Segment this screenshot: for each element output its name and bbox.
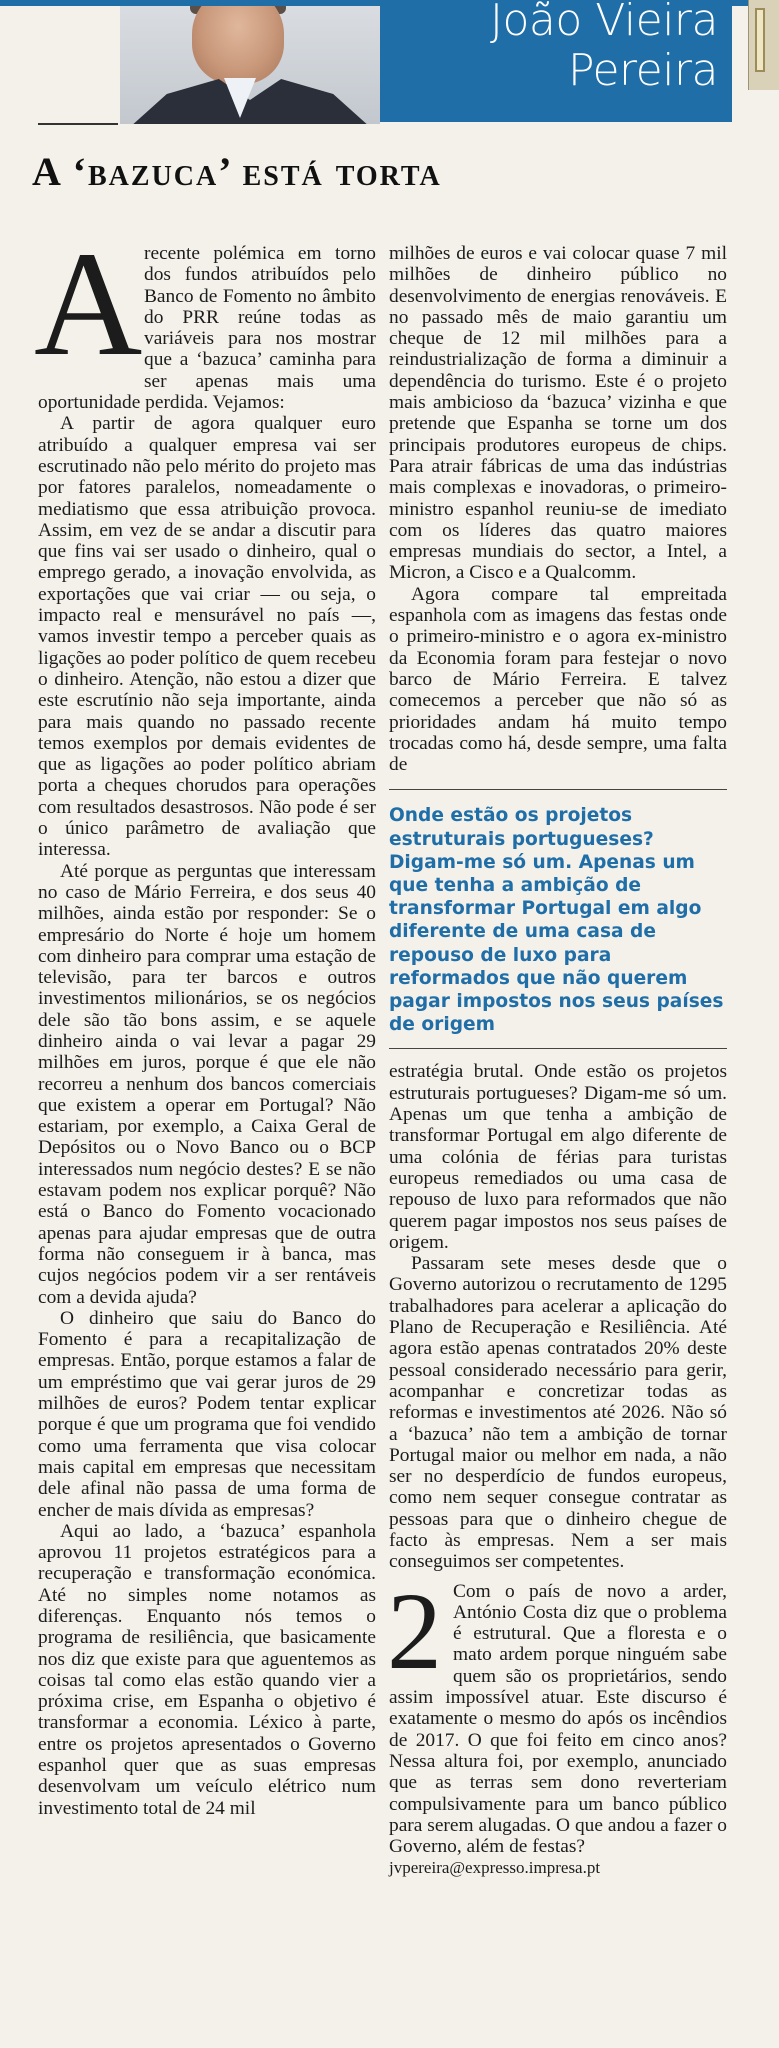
adjacent-page-edge — [748, 0, 779, 90]
section-2-text: Com o país de novo a arder, António Costa diz que o problema é estrutural. Que a floresta e o mato ardem porque ninguém sabe quem são os proprietários, sendo assim impossível atuar. Este discurso é exatamente o mesmo do após os incêndios de 2017. O que foi feito em cinco anos? Nessa altura foi, por exemplo, anunciado que as terras sem dono reverteriam compulsivamente para um banco público para serem alugadas. O que andou a fazer o Governo, além de festas? — [389, 1580, 727, 1858]
section-rule — [38, 123, 118, 125]
author-banner — [380, 0, 732, 122]
paragraph-lead — [34, 221, 376, 414]
paragraph: milhões de euros e vai colocar quase 7 mil milhões de dinheiro público no desenvolvimento de energias renováveis. E no passado mês de maio garantiu um cheque de 12 mil milhões para a reindustrialização de forma a diminuir a dependência do turismo. Este é o projeto mais ambicioso da ‘bazuca’ vizinha e que pretende que Espanha se torne um dos principais produtores europeus de chips. Para atrair fábricas de uma das indústrias mais complexas e inovadoras, o primeiro-ministro espanhol reuniu-se de imediato com os líderes das quatro maiores empresas mundiais do sector, a Intel, a Micron, a Cisco e a Qualcomm. — [389, 243, 727, 584]
left-column — [34, 221, 376, 1819]
section-2-paragraph — [387, 1569, 727, 1858]
section-number: 2 — [387, 1569, 442, 1692]
paragraph: Até porque as perguntas que interessam no caso de Mário Ferreira, e dos seus 40 milhões, ainda estão por responder: Se o empresário do Norte é hoje um homem com dinheiro para comprar uma estação de televisão, para ter barcos e outros investimentos milionários, se os negócios dele são tão bons assim, e se aquele dinheiro ainda o vai levar a pagar 29 milhões em juros, porque é que ele não recorreu a nenhum dos bancos comerciais que existem a operar em Portugal? Não estariam, por exemplo, a Caixa Geral de Depósitos ou o Novo Banco ou o BCP interessados num negócio destes? E se não estavam podem nos explicar porquê? Não está o Banco do Fomento vocacionado apenas para ajudar empresas que de outra forma não conseguem ir à banca, mas cujos negócios podem vir a ser rentáveis com a devida ajuda? — [38, 860, 376, 1308]
drop-cap: A — [34, 221, 143, 387]
paragraph: Agora compare tal empreitada espanhola com as imagens das festas onde o primeiro-ministro e o agora ex-ministro da Economia foram para festejar o novo barco de Mário Ferreira. E talvez comecemos a perceber que não só as prioridades andam há muito tempo trocadas como há, desde sempre, uma falta de — [389, 583, 727, 776]
right-column — [389, 243, 727, 1879]
paragraph: A partir de agora qualquer euro atribuído a qualquer empresa vai ser escrutinado não pelo mérito do projeto mas por fatores paralelos, nomeadamente o mediatismo que essa atribuição provoca. Assim, em vez de se andar a discutir para que fins vai ser usado o dinheiro, qual o emprego gerado, a inovação envolvida, as exportações que vai criar — ou seja, o impacto real e mensurável no país —, vamos investir tempo a perceber quais as ligações ao poder político de quem recebeu o dinheiro. Atenção, não estou a dizer que este escrutínio não seja importante, ainda para mais quando no passado recente temos exemplos por demais evidentes de que as ligações ao poder político abriam porta a cheques chorudos para operações com resultados desastrosos. Não pode é ser o único parâmetro de avaliação que interessa. — [38, 413, 376, 861]
paragraph-lead-text: recente polémica em torno dos fundos atribuídos pelo Banco de Fomento no âmbito do PRR reúne todas as variáveis para nos mostrar que a ‘bazuca’ caminha para ser apenas mais uma oportunidade perdida. Vejamos: — [38, 243, 376, 414]
paragraph: O dinheiro que saiu do Banco do Fomento é para a recapitalização de empresas. Então, porque estamos a falar de um empréstimo que vai gerar juros de 29 milhões de euros? Podem tentar explicar porque é que um programa que foi vendido como uma ferramenta que visa colocar mais capital em empresas que necessitam dele afinal não passa de uma forma de encher de mais dívida as empresas? — [38, 1307, 376, 1521]
author-second-line: Pereira — [567, 45, 718, 96]
paragraph: Passaram sete meses desde que o Governo autorizou o recrutamento de 1295 trabalhadores para acelerar a aplicação do Plano de Recuperação e Resiliência. Até agora estão apenas contratados 20% deste pessoal considerado necessário para gerir, acompanhar e concretizar todas as reformas e investimentos até 2026. Não só a ‘bazuca’ não tem a ambição de tornar Portugal maior ou melhor em nada, a não ser no desperdício de fundos europeus, como nem sequer consegue contratar as pessoas para que o dinheiro chegue de facto às empresas. Nem a ser mais conseguimos ser competentes. — [389, 1253, 727, 1573]
pull-quote: Onde estão os projetos estruturais portugueses? Digam-me só um. Apenas um que tenha a ambição de transformar Portugal em algo diferente de uma casa de repouso de luxo para reformados que não querem pagar impostos nos seus países de origem — [389, 789, 727, 1049]
author-first-line: João Vieira — [490, 0, 718, 46]
author-email: jvpereira@expresso.impresa.pt — [389, 1858, 601, 1878]
article-headline: A ‘bazuca’ está torta — [32, 149, 442, 194]
paragraph: estratégia brutal. Onde estão os projetos estruturais portugueses? Digam-me só um. Apenas um que tenha a ambição de transformar Portugal em algo diferente de uma colónia de férias para turistas europeus remediados ou uma casa de repouso de luxo para reformados que não querem pagar impostos nos seus países de origem. — [389, 1061, 727, 1253]
author-photo — [120, 6, 380, 124]
adjacent-page-frame — [755, 8, 765, 72]
paragraph: Aqui ao lado, a ‘bazuca’ espanhola aprovou 11 projetos estratégicos para a recuperação e transformação económica. Até no simples nome notamos as diferenças. Enquanto nós temos o programa de resiliência, que basicamente nos diz que existe para que aguentemos as coisas tal como elas estão quando vier a próxima crise, em Espanha o objetivo é transformar a economia. Léxico à parte, entre os projetos apresentados o Governo espanhol quer que as suas empresas desenvolvam um veículo elétrico num investimento total de 24 mil — [38, 1520, 376, 1819]
author-face — [192, 6, 284, 84]
author-name — [490, 0, 718, 96]
